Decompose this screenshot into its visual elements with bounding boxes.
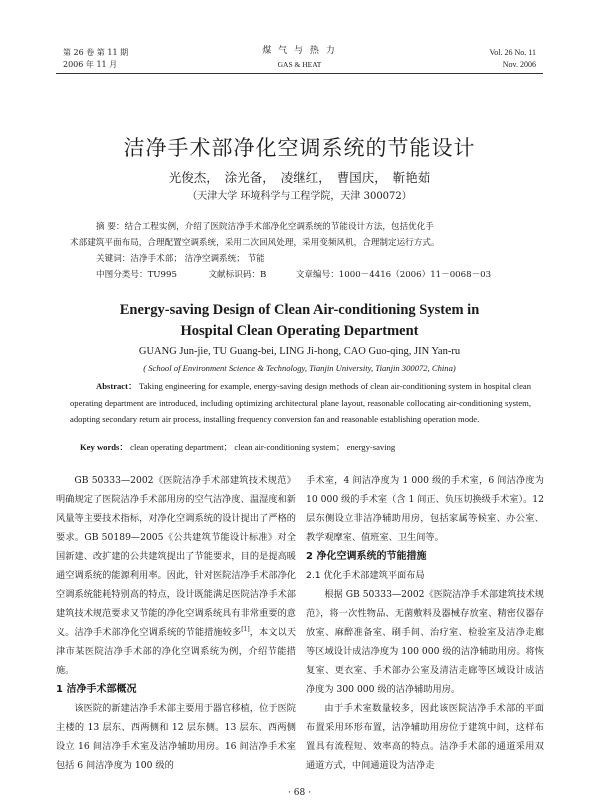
article-title-cn: 洁净手术部净化空调系统的节能设计 bbox=[123, 136, 476, 160]
keywords-cn-label: 关键词： bbox=[96, 254, 131, 264]
right-column bbox=[306, 471, 544, 775]
abstract-cn-text1: 结合工程实例，介绍了医院洁净手术部净化空调系统的节能设计方法，包括优化手 bbox=[124, 222, 434, 232]
keywords-en bbox=[80, 441, 540, 453]
intro-text-b: ，本文以天津市某医院洁净手术部的净化空调系统为例，介绍节能措施。 bbox=[56, 627, 297, 676]
abstract-cn-label: 摘 要： bbox=[96, 222, 125, 232]
header-date-en: Nov. 2006 bbox=[502, 60, 536, 69]
keywords-en-label: Key words： bbox=[80, 442, 128, 452]
clc-label: 中图分类号： bbox=[96, 270, 148, 280]
journal-name-en: GAS & HEAT bbox=[277, 60, 322, 69]
section-1-continued: 手术室，4 间洁净度为 1 000 级的手术室，6 间洁净度为 10 000 级的手术室（含 1 间正、负压切换级手术室）。12 层东侧设立非洁净辅助用房，包括家属等候室、办公室、教学观摩室、值班室、卫生间等。 bbox=[306, 475, 544, 543]
article-title-en-line2: Hospital Clean Operating Department bbox=[180, 323, 419, 339]
section-2-1-paragraph-2: 由于手术室数量较多，因此该医院洁净手术部的平面布置采用环形布置，洁净辅助用房位于建筑中间，这样布置具有流程短、效率高的特点。洁净手术部的通道采用双通道方式，中间通道设为洁净走 bbox=[306, 703, 544, 771]
article-number-label: 文章编号： bbox=[295, 270, 339, 280]
abstract-en-label: Abstract： bbox=[96, 381, 137, 391]
page-number: · 68 · bbox=[288, 788, 311, 798]
doc-code-value: B bbox=[260, 270, 267, 280]
classification bbox=[96, 267, 491, 283]
header-date: 2006 年 11 月 bbox=[63, 60, 118, 69]
keywords-cn-text: 洁净手术部； 洁净空调系统； 节能 bbox=[130, 254, 265, 264]
affiliation-cn: （天津大学 环境科学与工程学院，天津 300072） bbox=[187, 191, 412, 202]
clc-value: TU995 bbox=[147, 270, 177, 280]
section-1-heading: 1 洁净手术部概况 bbox=[56, 684, 137, 695]
abstract-cn-text2: 术部建筑平面布局，合理配置空调系统，采用二次回风处理，采用变频风机，合理制定运行方式。 bbox=[70, 238, 440, 248]
intro-paragraph bbox=[56, 471, 296, 680]
abstract-cn-line1 bbox=[96, 219, 434, 235]
authors-en: GUANG Jun-jie, TU Guang-bei, LING Ji-hong, CAO Guo-qing, JIN Yan-ru bbox=[138, 346, 461, 357]
abstract-en-text: Taking engineering for example, energy-saving design methods of clean air-conditioning system in hospital clean operating department are introduced, including optimizing architectural plane layout, reasonable collocating air-conditioning system, adopting secondary return air process, installing frequency conversion fan and reasonable establishing operation mode. bbox=[70, 381, 532, 425]
header-rule bbox=[56, 73, 543, 74]
header-volume: 第 26 卷 第 11 期 bbox=[63, 48, 129, 57]
keywords-cn bbox=[96, 251, 265, 267]
authors-cn: 光俊杰， 涂光备， 凌继红， 曹国庆， 靳艳茹 bbox=[168, 170, 431, 185]
section-2-1-heading: 2.1 优化手术部建筑平面布局 bbox=[306, 570, 425, 581]
article-number-value: 1000－4416（2006）11－0068－03 bbox=[338, 270, 492, 280]
abstract-en bbox=[70, 378, 531, 428]
article-title-en-line1: Energy-saving Design of Clean Air-conditioning System in bbox=[119, 302, 480, 318]
intro-text-a: GB 50333—2002《医院洁净手术部建筑技术规范》明确规定了医院洁净手术部用房的空气洁净度、温湿度和新风量等主要技术指标，对净化空调系统的设计提出了严格的要求。GB 50189—2005《公共建筑节能设计标准》对全国新建、改扩建的公共建筑提出了节能要求，目的是提高暖通空调系统的能源利用率。因此，针对医院洁净手术部净化空调系统能耗特别高的特点，设计既能满足医院洁净手术部建筑技术规范要求又节能的净化空调系统具有非常重要的意义。洁净手术部净化空调系统的节能措施较多 bbox=[56, 475, 296, 638]
section-2-1-text: 根据 GB 50333—2002《医院洁净手术部建筑技术规范》，将一次性物品、无菌敷料及器械存放室、精密仪器存放室、麻醉准备室、刷手间、治疗室、检验室及洁净走廊等区域设计成洁净度为 100 000 级的洁净辅助用房。将恢复室、更衣室、手术部办公室及清洁走廊等区域设计成洁净度为 300 000 级的洁净辅助用房。 bbox=[306, 589, 544, 695]
journal-name: 煤 气 与 热 力 bbox=[262, 46, 337, 56]
keywords-en-text: clean operating department； clean air-conditioning system； energy-saving bbox=[130, 442, 396, 452]
section-2-heading: 2 净化空调系统的节能措施 bbox=[306, 551, 427, 562]
header-volume-en: Vol. 26 No. 11 bbox=[489, 48, 536, 57]
left-column bbox=[56, 471, 296, 775]
citation-ref: [1] bbox=[241, 626, 250, 633]
doc-code-label: 文献标识码： bbox=[208, 270, 261, 280]
section-1-text: 该医院的新建洁净手术部主要用于器官移植，位于医院主楼的 13 层东、西两侧和 12 层东侧。13 层东、西两侧设立 16 间洁净手术室及洁净辅助用房。16 间洁净手术室包括 6 间洁净度为 100 级的 bbox=[56, 703, 296, 771]
affiliation-en: ( School of Environment Science & Technology, Tianjin University, Tianjin 300072, China) bbox=[143, 363, 456, 373]
